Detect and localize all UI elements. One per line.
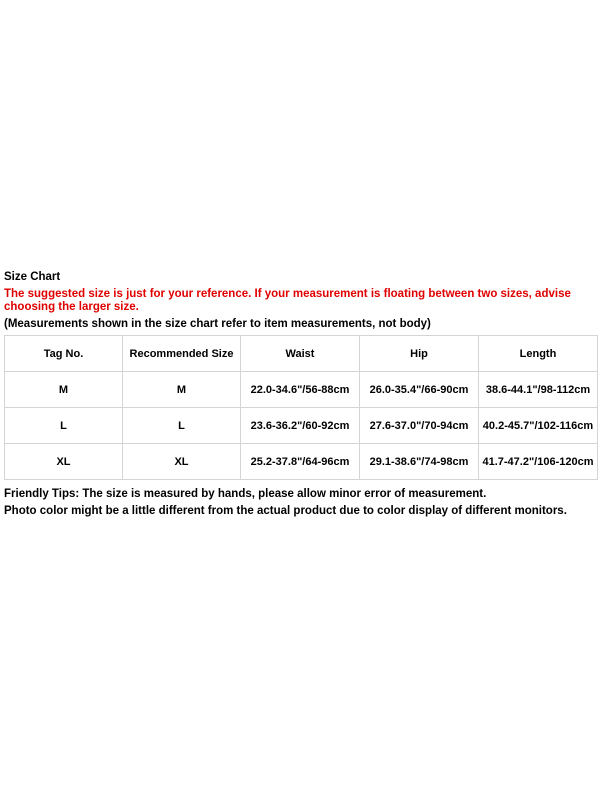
cell-tag-no: M	[5, 372, 123, 408]
friendly-tip: Friendly Tips: The size is measured by hands, please allow minor error of measurement.	[4, 488, 487, 500]
cell-recommended-size: M	[123, 372, 241, 408]
cell-tag-no: L	[5, 408, 123, 444]
measurement-note: (Measurements shown in the size chart refer to item measurements, not body)	[4, 318, 431, 330]
header-tag-no: Tag No.	[5, 336, 123, 372]
tips-section	[4, 486, 596, 520]
cell-recommended-size: L	[123, 408, 241, 444]
size-notice: The suggested size is just for your reference. If your measurement is floating between two sizes, advise choosing the larger size.	[4, 288, 571, 313]
table-row	[5, 408, 598, 444]
cell-waist: 25.2-37.8"/64-96cm	[241, 444, 360, 480]
cell-length: 41.7-47.2"/106-120cm	[479, 444, 598, 480]
header-recommended-size: Recommended Size	[123, 336, 241, 372]
header-hip: Hip	[360, 336, 479, 372]
cell-hip: 29.1-38.6"/74-98cm	[360, 444, 479, 480]
cell-hip: 26.0-35.4"/66-90cm	[360, 372, 479, 408]
cell-length: 38.6-44.1"/98-112cm	[479, 372, 598, 408]
cell-length: 40.2-45.7"/102-116cm	[479, 408, 598, 444]
size-chart-section	[4, 270, 596, 520]
table-header-row	[5, 336, 598, 372]
cell-waist: 22.0-34.6"/56-88cm	[241, 372, 360, 408]
table-row	[5, 372, 598, 408]
cell-hip: 27.6-37.0"/70-94cm	[360, 408, 479, 444]
cell-tag-no: XL	[5, 444, 123, 480]
header-length: Length	[479, 336, 598, 372]
header-waist: Waist	[241, 336, 360, 372]
cell-waist: 23.6-36.2"/60-92cm	[241, 408, 360, 444]
cell-recommended-size: XL	[123, 444, 241, 480]
page-title: Size Chart	[4, 271, 61, 283]
size-table	[4, 335, 598, 480]
color-tip: Photo color might be a little different from the actual product due to color display of different monitors.	[4, 505, 567, 517]
table-row	[5, 444, 598, 480]
